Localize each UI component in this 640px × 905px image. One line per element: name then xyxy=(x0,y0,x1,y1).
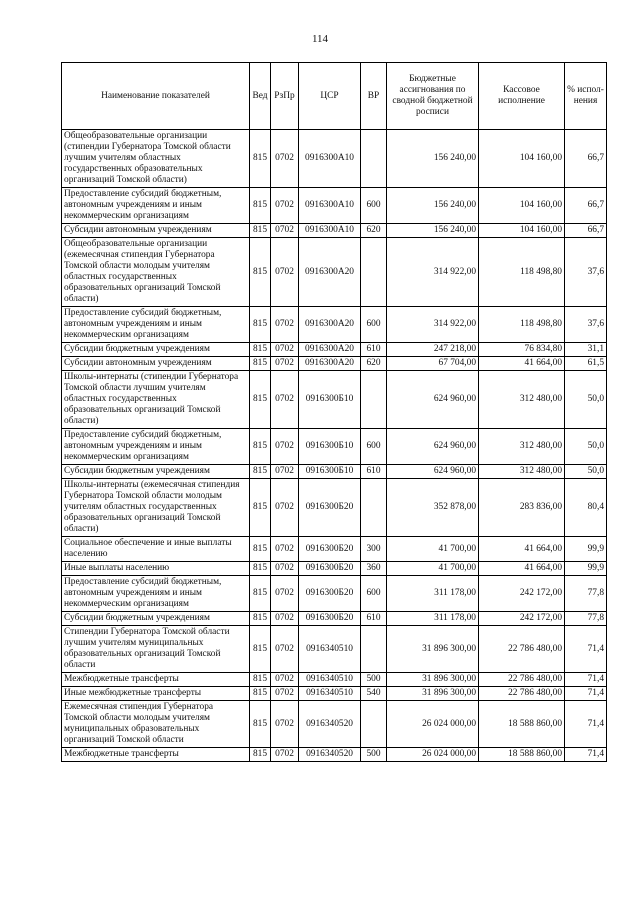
cell-assigned: 156 240,00 xyxy=(387,224,479,238)
cell-csr: 0916340520 xyxy=(299,701,361,748)
cell-name: Иные выплаты населению xyxy=(62,562,250,576)
cell-executed: 104 160,00 xyxy=(479,130,565,188)
cell-executed: 312 480,00 xyxy=(479,429,565,465)
header-percent: % испол-нения xyxy=(565,63,607,130)
header-csr: ЦСР xyxy=(299,63,361,130)
cell-csr: 0916300А10 xyxy=(299,130,361,188)
cell-rzpr: 0702 xyxy=(271,307,299,343)
cell-name: Межбюджетные трансферты xyxy=(62,748,250,762)
cell-percent: 37,6 xyxy=(565,307,607,343)
table-row xyxy=(62,748,607,762)
cell-assigned: 624 960,00 xyxy=(387,371,479,429)
cell-rzpr: 0702 xyxy=(271,343,299,357)
cell-name: Иные межбюджетные трансферты xyxy=(62,687,250,701)
cell-rzpr: 0702 xyxy=(271,479,299,537)
cell-assigned: 311 178,00 xyxy=(387,612,479,626)
cell-name: Предоставление субсидий бюджетным, автономным учреждениям и иным некоммерческим организациям xyxy=(62,188,250,224)
cell-name: Субсидии автономным учреждениям xyxy=(62,357,250,371)
cell-name: Общеобразовательные организации (стипендии Губернатора Томской области лучшим учителям областных государственных образовательных организаций Томской области) xyxy=(62,130,250,188)
cell-executed: 242 172,00 xyxy=(479,612,565,626)
cell-executed: 18 588 860,00 xyxy=(479,748,565,762)
cell-assigned: 67 704,00 xyxy=(387,357,479,371)
cell-percent: 61,5 xyxy=(565,357,607,371)
table-row xyxy=(62,238,607,307)
cell-assigned: 26 024 000,00 xyxy=(387,701,479,748)
cell-csr: 0916300Б20 xyxy=(299,612,361,626)
header-name: Наименование показателей xyxy=(62,63,250,130)
table-row xyxy=(62,562,607,576)
cell-executed: 242 172,00 xyxy=(479,576,565,612)
cell-vr xyxy=(361,371,387,429)
cell-vr xyxy=(361,479,387,537)
cell-percent: 50,0 xyxy=(565,371,607,429)
cell-ved: 815 xyxy=(250,307,271,343)
cell-rzpr: 0702 xyxy=(271,612,299,626)
cell-executed: 283 836,00 xyxy=(479,479,565,537)
cell-vr: 500 xyxy=(361,673,387,687)
cell-name: Школы-интернаты (стипендии Губернатора Томской области лучшим учителям областных государственных образовательных организаций Томской области) xyxy=(62,371,250,429)
cell-executed: 118 498,80 xyxy=(479,238,565,307)
cell-rzpr: 0702 xyxy=(271,130,299,188)
cell-rzpr: 0702 xyxy=(271,224,299,238)
cell-assigned: 352 878,00 xyxy=(387,479,479,537)
cell-ved: 815 xyxy=(250,576,271,612)
cell-csr: 0916300А20 xyxy=(299,238,361,307)
cell-vr: 610 xyxy=(361,612,387,626)
table-header-row xyxy=(62,63,607,130)
cell-assigned: 247 218,00 xyxy=(387,343,479,357)
cell-percent: 50,0 xyxy=(565,429,607,465)
cell-csr: 0916300Б20 xyxy=(299,576,361,612)
cell-assigned: 624 960,00 xyxy=(387,465,479,479)
cell-assigned: 41 700,00 xyxy=(387,562,479,576)
cell-rzpr: 0702 xyxy=(271,357,299,371)
cell-ved: 815 xyxy=(250,371,271,429)
cell-csr: 0916300Б10 xyxy=(299,465,361,479)
cell-name: Межбюджетные трансферты xyxy=(62,673,250,687)
cell-executed: 104 160,00 xyxy=(479,188,565,224)
cell-executed: 22 786 480,00 xyxy=(479,626,565,673)
cell-ved: 815 xyxy=(250,224,271,238)
cell-assigned: 26 024 000,00 xyxy=(387,748,479,762)
cell-assigned: 31 896 300,00 xyxy=(387,687,479,701)
cell-vr xyxy=(361,701,387,748)
cell-executed: 312 480,00 xyxy=(479,371,565,429)
cell-ved: 815 xyxy=(250,748,271,762)
cell-vr: 620 xyxy=(361,357,387,371)
table-row xyxy=(62,479,607,537)
cell-rzpr: 0702 xyxy=(271,626,299,673)
cell-percent: 99,9 xyxy=(565,537,607,562)
cell-percent: 50,0 xyxy=(565,465,607,479)
cell-ved: 815 xyxy=(250,479,271,537)
table-row xyxy=(62,188,607,224)
table-row xyxy=(62,465,607,479)
cell-percent: 71,4 xyxy=(565,687,607,701)
cell-ved: 815 xyxy=(250,701,271,748)
cell-rzpr: 0702 xyxy=(271,188,299,224)
cell-csr: 0916300А20 xyxy=(299,357,361,371)
cell-assigned: 311 178,00 xyxy=(387,576,479,612)
header-assigned: Бюджетные ассигнования по сводной бюджетной росписи xyxy=(387,63,479,130)
header-executed: Кассовое исполнение xyxy=(479,63,565,130)
cell-csr: 0916300Б10 xyxy=(299,429,361,465)
table-row xyxy=(62,537,607,562)
cell-ved: 815 xyxy=(250,343,271,357)
cell-csr: 0916340510 xyxy=(299,673,361,687)
cell-ved: 815 xyxy=(250,465,271,479)
cell-percent: 66,7 xyxy=(565,130,607,188)
cell-rzpr: 0702 xyxy=(271,238,299,307)
cell-executed: 41 664,00 xyxy=(479,357,565,371)
cell-ved: 815 xyxy=(250,429,271,465)
cell-rzpr: 0702 xyxy=(271,371,299,429)
table-row xyxy=(62,701,607,748)
cell-csr: 0916300Б20 xyxy=(299,537,361,562)
cell-assigned: 314 922,00 xyxy=(387,238,479,307)
header-ved: Вед xyxy=(250,63,271,130)
table-row xyxy=(62,343,607,357)
cell-executed: 104 160,00 xyxy=(479,224,565,238)
cell-rzpr: 0702 xyxy=(271,465,299,479)
cell-csr: 0916340510 xyxy=(299,626,361,673)
cell-vr: 600 xyxy=(361,307,387,343)
cell-percent: 66,7 xyxy=(565,224,607,238)
cell-assigned: 624 960,00 xyxy=(387,429,479,465)
cell-percent: 71,4 xyxy=(565,673,607,687)
cell-ved: 815 xyxy=(250,562,271,576)
cell-ved: 815 xyxy=(250,537,271,562)
cell-executed: 22 786 480,00 xyxy=(479,687,565,701)
cell-vr: 620 xyxy=(361,224,387,238)
cell-vr: 360 xyxy=(361,562,387,576)
cell-ved: 815 xyxy=(250,612,271,626)
cell-vr: 540 xyxy=(361,687,387,701)
header-rzpr: РзПр xyxy=(271,63,299,130)
cell-vr: 600 xyxy=(361,188,387,224)
cell-vr: 600 xyxy=(361,576,387,612)
cell-executed: 312 480,00 xyxy=(479,465,565,479)
table-body xyxy=(62,130,607,762)
cell-executed: 118 498,80 xyxy=(479,307,565,343)
cell-ved: 815 xyxy=(250,188,271,224)
cell-assigned: 41 700,00 xyxy=(387,537,479,562)
cell-percent: 71,4 xyxy=(565,748,607,762)
table-row xyxy=(62,576,607,612)
cell-name: Субсидии бюджетным учреждениям xyxy=(62,343,250,357)
cell-csr: 0916300А20 xyxy=(299,307,361,343)
cell-csr: 0916340520 xyxy=(299,748,361,762)
cell-rzpr: 0702 xyxy=(271,673,299,687)
cell-vr xyxy=(361,130,387,188)
cell-percent: 77,8 xyxy=(565,612,607,626)
table-row xyxy=(62,673,607,687)
cell-vr: 610 xyxy=(361,465,387,479)
cell-ved: 815 xyxy=(250,626,271,673)
cell-rzpr: 0702 xyxy=(271,562,299,576)
cell-rzpr: 0702 xyxy=(271,748,299,762)
cell-rzpr: 0702 xyxy=(271,687,299,701)
cell-vr xyxy=(361,626,387,673)
table-row xyxy=(62,626,607,673)
cell-executed: 76 834,80 xyxy=(479,343,565,357)
cell-name: Предоставление субсидий бюджетным, автономным учреждениям и иным некоммерческим организациям xyxy=(62,429,250,465)
cell-percent: 31,1 xyxy=(565,343,607,357)
cell-executed: 22 786 480,00 xyxy=(479,673,565,687)
page-number: 114 xyxy=(311,33,329,45)
cell-name: Стипендии Губернатора Томской области лучшим учителям муниципальных образовательных организаций Томской области xyxy=(62,626,250,673)
cell-assigned: 156 240,00 xyxy=(387,188,479,224)
cell-executed: 18 588 860,00 xyxy=(479,701,565,748)
header-vr: ВР xyxy=(361,63,387,130)
table-row xyxy=(62,687,607,701)
cell-csr: 0916300Б10 xyxy=(299,371,361,429)
cell-ved: 815 xyxy=(250,673,271,687)
cell-rzpr: 0702 xyxy=(271,576,299,612)
cell-assigned: 156 240,00 xyxy=(387,130,479,188)
cell-csr: 0916340510 xyxy=(299,687,361,701)
cell-vr: 300 xyxy=(361,537,387,562)
cell-csr: 0916300А10 xyxy=(299,224,361,238)
cell-name: Субсидии бюджетным учреждениям xyxy=(62,465,250,479)
cell-ved: 815 xyxy=(250,130,271,188)
cell-csr: 0916300Б20 xyxy=(299,479,361,537)
cell-csr: 0916300Б20 xyxy=(299,562,361,576)
cell-percent: 37,6 xyxy=(565,238,607,307)
cell-assigned: 314 922,00 xyxy=(387,307,479,343)
cell-rzpr: 0702 xyxy=(271,429,299,465)
cell-name: Ежемесячная стипендия Губернатора Томской области молодым учителям муниципальных образовательных организаций Томской области xyxy=(62,701,250,748)
budget-execution-table xyxy=(61,62,607,762)
cell-percent: 71,4 xyxy=(565,626,607,673)
cell-ved: 815 xyxy=(250,238,271,307)
table-row xyxy=(62,371,607,429)
cell-name: Социальное обеспечение и иные выплаты населению xyxy=(62,537,250,562)
cell-rzpr: 0702 xyxy=(271,701,299,748)
table-row xyxy=(62,130,607,188)
cell-percent: 71,4 xyxy=(565,701,607,748)
cell-percent: 66,7 xyxy=(565,188,607,224)
cell-vr: 600 xyxy=(361,429,387,465)
cell-csr: 0916300А20 xyxy=(299,343,361,357)
cell-name: Общеобразовательные организации (ежемесячная стипендия Губернатора Томской области молодым учителям областных государственных образовательных организаций Томской области) xyxy=(62,238,250,307)
cell-assigned: 31 896 300,00 xyxy=(387,626,479,673)
cell-rzpr: 0702 xyxy=(271,537,299,562)
table-row xyxy=(62,307,607,343)
cell-vr: 610 xyxy=(361,343,387,357)
cell-executed: 41 664,00 xyxy=(479,562,565,576)
cell-name: Предоставление субсидий бюджетным, автономным учреждениям и иным некоммерческим организациям xyxy=(62,576,250,612)
table-row xyxy=(62,224,607,238)
table-row xyxy=(62,357,607,371)
cell-percent: 77,8 xyxy=(565,576,607,612)
cell-percent: 80,4 xyxy=(565,479,607,537)
table-row xyxy=(62,429,607,465)
cell-assigned: 31 896 300,00 xyxy=(387,673,479,687)
cell-vr: 500 xyxy=(361,748,387,762)
cell-name: Предоставление субсидий бюджетным, автономным учреждениям и иным некоммерческим организациям xyxy=(62,307,250,343)
cell-name: Школы-интернаты (ежемесячная стипендия Губернатора Томской области молодым учителям областных государственных образовательных организаций Томской области) xyxy=(62,479,250,537)
cell-percent: 99,9 xyxy=(565,562,607,576)
cell-ved: 815 xyxy=(250,357,271,371)
cell-name: Субсидии бюджетным учреждениям xyxy=(62,612,250,626)
table-row xyxy=(62,612,607,626)
cell-ved: 815 xyxy=(250,687,271,701)
cell-vr xyxy=(361,238,387,307)
cell-csr: 0916300А10 xyxy=(299,188,361,224)
cell-name: Субсидии автономным учреждениям xyxy=(62,224,250,238)
cell-executed: 41 664,00 xyxy=(479,537,565,562)
